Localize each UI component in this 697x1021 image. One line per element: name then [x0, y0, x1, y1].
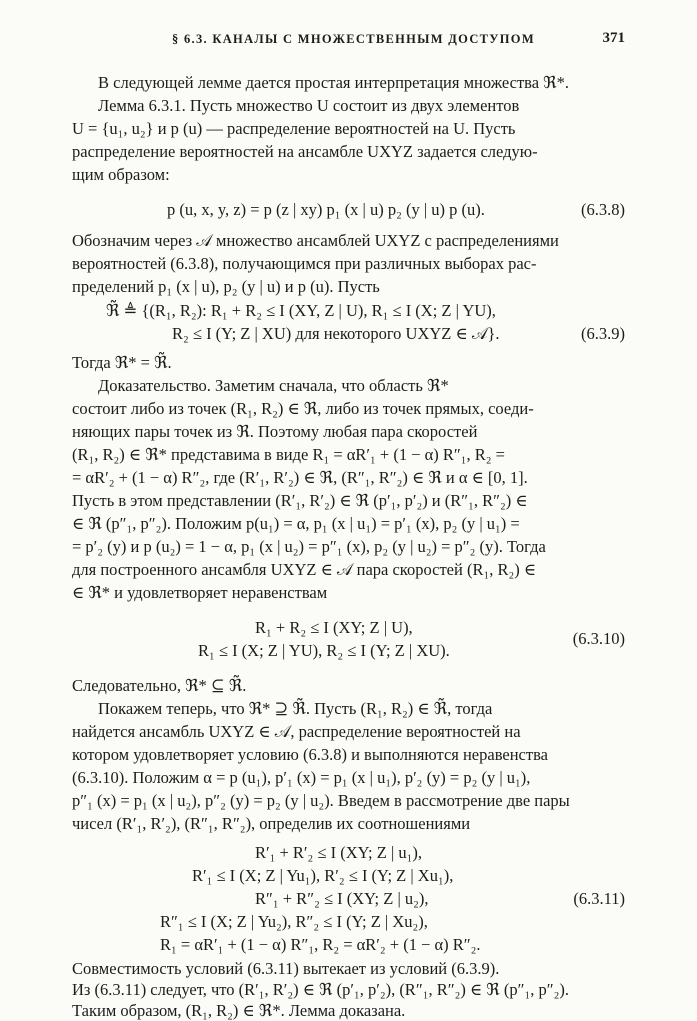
formula-line: R′₁ ≤ I (X; Z | Yu₁), R′₂ ≤ I (Y; Z | Xu₁), [192, 866, 454, 885]
text-line: вероятностей (6.3.8), получающимся при различных выборах рас- [72, 254, 537, 273]
equation-number: (6.3.10) [572, 629, 625, 648]
text-line: чисел (R′₁, R′₂), (R″₁, R″₂), определив их соотношениями [72, 814, 471, 833]
running-header [72, 28, 625, 50]
text-line: (R₁, R₂) ∈ ℜ* представима в виде R₁ = αR′₁ + (1 − α) R″₁, R₂ = [72, 445, 505, 464]
equation-number: (6.3.9) [581, 324, 625, 343]
text-line: щим образом: [72, 165, 170, 184]
text-line: Тогда ℜ* = ℜ̃. [72, 353, 172, 372]
text-line: Следовательно, ℜ* ⊆ ℜ̃. [72, 676, 247, 695]
formula-line: ℜ̃ ≜ {(R₁, R₂): R₁ + R₂ ≤ I (XY, Z | U), R₁ ≤ I (X; Z | YU), [106, 301, 496, 320]
text-line: U = {u₁, u₂} и p (u) — распределение вероятностей на U. Пусть [72, 119, 516, 138]
text-line: Покажем теперь, что ℜ* ⊇ ℜ̃. Пусть (R₁, R₂) ∈ ℜ̃, тогда [98, 699, 493, 718]
text-line: = αR′₂ + (1 − α) R″₂, где (R′₁, R′₂) ∈ ℜ, (R″₁, R″₂) ∈ ℜ и α ∈ [0, 1]. [72, 468, 528, 487]
formula-line: R₁ ≤ I (X; Z | YU), R₂ ≤ I (Y; Z | XU). [198, 641, 450, 660]
text-line: пределений p₁ (x | u), p₂ (y | u) и p (u). Пусть [72, 277, 380, 296]
formula-line: R′₁ + R′₂ ≤ I (XY; Z | u₁), [255, 843, 422, 862]
text-line: найдется ансамбль UXYZ ∈ 𝒜, распределение вероятностей на [72, 722, 521, 741]
lemma-heading-line: Лемма 6.3.1. Пусть множество U состоит из двух элементов [98, 96, 520, 115]
formula-line: R₂ ≤ I (Y; Z | XU) для некоторого UXYZ ∈ 𝒜}. [172, 324, 500, 343]
page-body [72, 28, 625, 1020]
text-line: p″₁ (x) = p₁ (x | u₂), p″₂ (y) = p₂ (y | u₂). Введем в рассмотрение две пары [72, 791, 570, 810]
formula-line: R₁ = αR′₁ + (1 − α) R″₁, R₂ = αR′₂ + (1 − α) R″₂. [160, 935, 481, 954]
proof-heading-line: Доказательство. Заметим сначала, что область ℜ* [98, 376, 449, 395]
equation-number: (6.3.8) [581, 200, 625, 219]
section-title: § 6.3. КАНАЛЫ С МНОЖЕСТВЕННЫМ ДОСТУПОМ [172, 32, 535, 46]
page-number: 371 [602, 30, 625, 46]
text-line: В следующей лемме дается простая интерпретация множества ℜ*. [98, 73, 569, 92]
text-line: Пусть в этом представлении (R′₁, R′₂) ∈ ℜ (p′₁, p′₂) и (R″₁, R″₂) ∈ [72, 491, 528, 510]
text-line: Обозначим через 𝒜 множество ансамблей UXYZ с распределениями [72, 231, 559, 250]
text-line: котором удовлетворяет условию (6.3.8) и выполняются неравенства [72, 745, 548, 764]
text-line: Из (6.3.11) следует, что (R′₁, R′₂) ∈ ℜ (p′₁, p′₂), (R″₁, R″₂) ∈ ℜ (p″₁, p″₂). [72, 980, 569, 999]
formula-line: R″₁ ≤ I (X; Z | Yu₂), R″₂ ≤ I (Y; Z | Xu₂), [160, 912, 428, 931]
text-line: состоит либо из точек (R₁, R₂) ∈ ℜ, либо из точек прямых, соеди- [72, 399, 534, 418]
text-line: ∈ ℜ (p″₁, p″₂). Положим p(u₁) = α, p₁ (x | u₁) = p′₁ (x), p₂ (y | u₁) = [72, 514, 520, 533]
text-line: няющих пары точек из ℜ. Поэтому любая пара скоростей [72, 422, 478, 441]
text-line: Таким образом, (R₁, R₂) ∈ ℜ*. Лемма доказана. [72, 1001, 406, 1020]
text-line: Совместимость условий (6.3.11) вытекает из условий (6.3.9). [72, 959, 500, 978]
formula-line: R₁ + R₂ ≤ I (XY; Z | U), [255, 618, 413, 637]
text-line: = p′₂ (y) и p (u₂) = 1 − α, p₁ (x | u₂) = p″₁ (x), p₂ (y | u₂) = p″₂ (y). Тогда [72, 537, 546, 556]
equation-number: (6.3.11) [573, 889, 625, 908]
formula-line: R″₁ + R″₂ ≤ I (XY; Z | u₂), [255, 889, 429, 908]
formula-line: p (u, x, y, z) = p (z | xy) p₁ (x | u) p₂ (y | u) p (u). [167, 200, 485, 219]
text-line: распределение вероятностей на ансамбле UXYZ задается следую- [72, 142, 538, 161]
text-line: (6.3.10). Положим α = p (u₁), p′₁ (x) = p₁ (x | u₁), p′₂ (y) = p₂ (y | u₁), [72, 768, 531, 787]
text-line: ∈ ℜ* и удовлетворяет неравенствам [72, 583, 328, 602]
text-line: для построенного ансамбля UXYZ ∈ 𝒜 пара скоростей (R₁, R₂) ∈ [72, 560, 537, 579]
